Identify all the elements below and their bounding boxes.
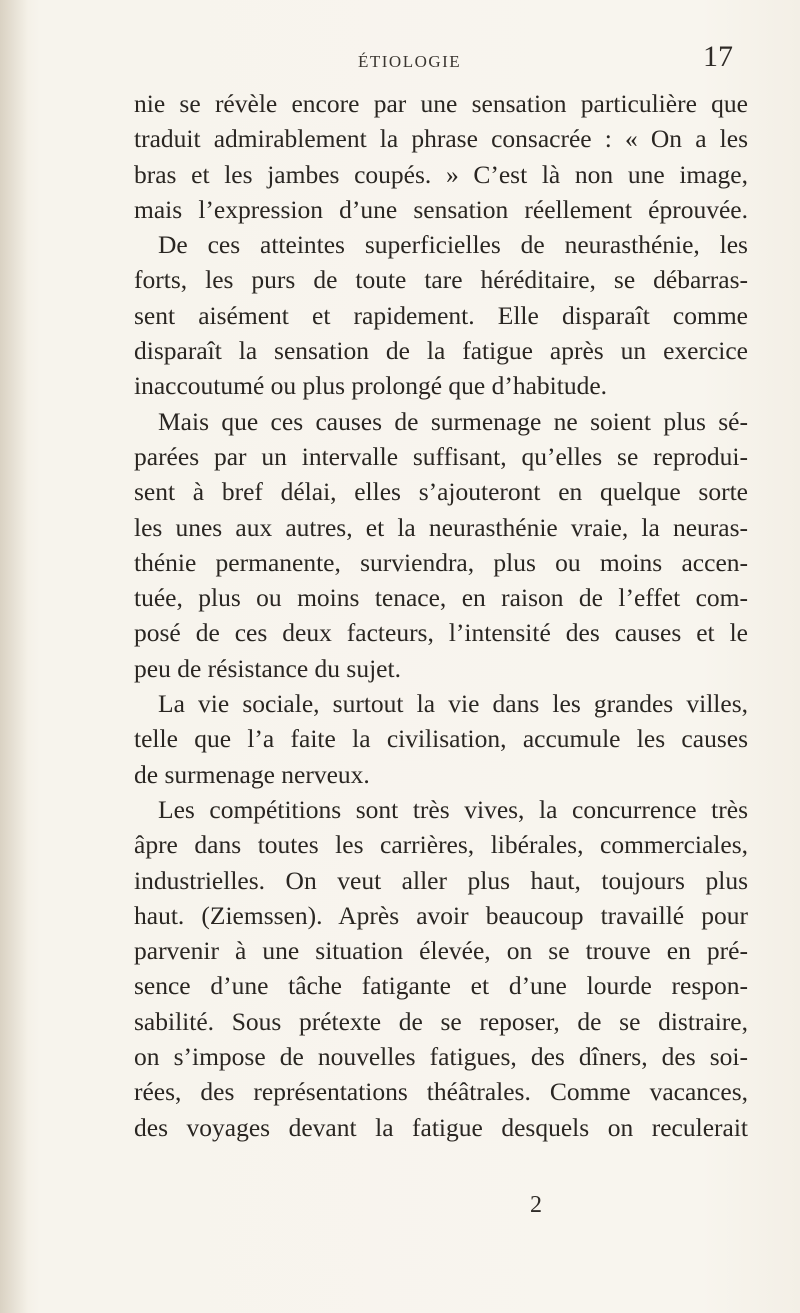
text-line: on s’impose de nouvelles fatigues, des dîners, des soi- (134, 1042, 748, 1072)
text-line: mais l’expression d’une sensation réellement éprouvée. (134, 194, 748, 224)
page-number: 17 (703, 40, 733, 73)
text-line: bras et les jambes coupés. » C’est là non une image, (134, 159, 748, 189)
text-line: âpre dans toutes les carrières, libérales, commerciales, (134, 830, 748, 860)
text-line: traduit admirablement la phrase consacrée : « On a les (134, 124, 748, 154)
paragraph-start-line: La vie sociale, surtout la vie dans les grandes villes, (158, 689, 748, 719)
text-line: forts, les purs de toute tare héréditaire, se débarras- (134, 265, 748, 295)
text-line: sent aisément et rapidement. Elle disparaît comme (134, 300, 748, 330)
text-line: tuée, plus ou moins tenace, en raison de l’effet com- (134, 583, 748, 613)
text-line: thénie permanente, surviendra, plus ou moins accen- (134, 547, 748, 577)
text-line: les unes aux autres, et la neurasthénie vraie, la neuras- (134, 512, 748, 542)
text-line: parées par un intervalle suffisant, qu’elles se reprodui- (134, 441, 748, 471)
paragraph-start-line: De ces atteintes superficielles de neurasthénie, les (158, 230, 748, 260)
paragraph-end-line: inaccoutumé ou plus prolongé que d’habitude. (134, 371, 608, 401)
text-line: posé de ces deux facteurs, l’intensité des causes et le (134, 618, 748, 648)
text-line: haut. (Ziemssen). Après avoir beaucoup travaillé pour (134, 900, 748, 930)
text-line: industrielles. On veut aller plus haut, toujours plus (134, 865, 748, 895)
text-line: des voyages devant la fatigue desquels on reculerait (134, 1112, 748, 1142)
paragraph-end-line: peu de résistance du sujet. (134, 653, 401, 683)
running-title: ÉTIOLOGIE (358, 52, 462, 71)
paragraph-end-line: de surmenage nerveux. (134, 759, 370, 789)
text-line: sence d’une tâche fatigante et d’une lourde respon- (134, 971, 748, 1001)
running-header (0, 40, 800, 80)
text-line: telle que l’a faite la civilisation, accumule les causes (134, 724, 748, 754)
text-line: nie se révèle encore par une sensation particulière que (134, 89, 748, 118)
signature-mark: 2 (530, 1192, 542, 1218)
body-text (134, 86, 748, 1145)
paragraph-start-line: Mais que ces causes de surmenage ne soient plus sé- (158, 406, 748, 436)
paragraph-start-line: Les compétitions sont très vives, la concurrence très (158, 794, 748, 824)
binding-gutter-shadow (0, 0, 28, 1313)
text-line: sabilité. Sous prétexte de se reposer, de se distraire, (134, 1006, 748, 1036)
text-line: rées, des représentations théâtrales. Comme vacances, (134, 1077, 748, 1107)
text-line: sent à bref délai, elles s’ajouteront en quelque sorte (134, 477, 748, 507)
text-line: parvenir à une situation élevée, on se trouve en pré- (134, 936, 748, 966)
text-line: disparaît la sensation de la fatigue après un exercice (134, 336, 748, 366)
